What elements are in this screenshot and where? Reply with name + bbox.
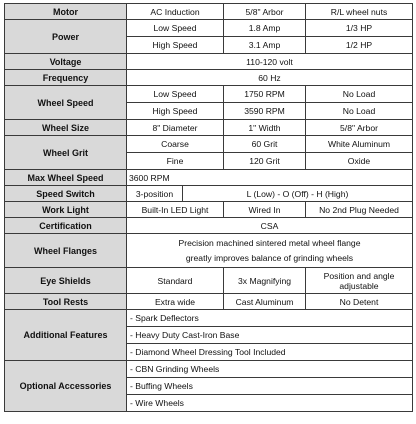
label-additional-features: Additional Features	[5, 310, 127, 361]
wheel-speed-low: Low Speed	[127, 86, 224, 103]
motor-type: AC Induction	[127, 4, 224, 20]
wheel-grit-coarse-grit: 60 Grit	[224, 136, 306, 153]
certification-value: CSA	[127, 218, 413, 234]
row-frequency	[5, 70, 413, 86]
optional-accessory-item: - Wire Wheels	[127, 395, 413, 412]
tool-rests-width: Extra wide	[127, 294, 224, 310]
spec-table	[4, 3, 413, 412]
row-speed-switch	[5, 186, 413, 202]
label-wheel-size: Wheel Size	[5, 120, 127, 136]
row-voltage	[5, 54, 413, 70]
wheel-speed-high-rpm: 3590 RPM	[224, 103, 306, 120]
row-wheel-speed-low	[5, 86, 413, 103]
label-frequency: Frequency	[5, 70, 127, 86]
power-low-hp: 1/3 HP	[306, 20, 413, 37]
power-low-speed: Low Speed	[127, 20, 224, 37]
label-wheel-grit: Wheel Grit	[5, 136, 127, 170]
motor-arbor: 5/8" Arbor	[224, 4, 306, 20]
row-additional-feature-1	[5, 310, 413, 327]
eye-shields-magnify: 3x Magnifying	[224, 268, 306, 294]
wheel-grit-fine: Fine	[127, 153, 224, 170]
optional-accessory-item: - CBN Grinding Wheels	[127, 361, 413, 378]
row-wheel-grit-coarse	[5, 136, 413, 153]
power-high-speed: High Speed	[127, 37, 224, 54]
label-speed-switch: Speed Switch	[5, 186, 127, 202]
wheel-grit-fine-material: Oxide	[306, 153, 413, 170]
row-work-light	[5, 202, 413, 218]
label-certification: Certification	[5, 218, 127, 234]
wheel-grit-coarse-material: White Aluminum	[306, 136, 413, 153]
label-power: Power	[5, 20, 127, 54]
label-eye-shields: Eye Shields	[5, 268, 127, 294]
additional-feature-item: - Diamond Wheel Dressing Tool Included	[127, 344, 413, 361]
optional-accessory-item: - Buffing Wheels	[127, 378, 413, 395]
label-work-light: Work Light	[5, 202, 127, 218]
wheel-speed-low-load: No Load	[306, 86, 413, 103]
additional-feature-item: - Spark Deflectors	[127, 310, 413, 327]
wheel-flanges-description	[127, 234, 413, 268]
power-low-amp: 1.8 Amp	[224, 20, 306, 37]
motor-nuts: R/L wheel nuts	[306, 4, 413, 20]
row-tool-rests	[5, 294, 413, 310]
label-wheel-speed: Wheel Speed	[5, 86, 127, 120]
voltage-value: 110-120 volt	[127, 54, 413, 70]
row-eye-shields	[5, 268, 413, 294]
wheel-speed-high-load: No Load	[306, 103, 413, 120]
speed-switch-detail: L (Low) - O (Off) - H (High)	[183, 186, 413, 202]
label-wheel-flanges: Wheel Flanges	[5, 234, 127, 268]
label-voltage: Voltage	[5, 54, 127, 70]
eye-shields-adjust: Position and angle adjustable	[306, 268, 413, 294]
row-optional-accessory-1	[5, 361, 413, 378]
wheel-size-arbor: 5/8" Arbor	[306, 120, 413, 136]
work-light-wiring: Wired In	[224, 202, 306, 218]
work-light-type: Built-In LED Light	[127, 202, 224, 218]
row-wheel-size	[5, 120, 413, 136]
work-light-plug: No 2nd Plug Needed	[306, 202, 413, 218]
label-max-wheel-speed: Max Wheel Speed	[5, 170, 127, 186]
max-wheel-speed-value: 3600 RPM	[127, 170, 413, 186]
wheel-grit-coarse: Coarse	[127, 136, 224, 153]
wheel-flanges-line-1: Precision machined sintered metal wheel flange	[178, 237, 361, 248]
wheel-grit-fine-grit: 120 Grit	[224, 153, 306, 170]
row-certification	[5, 218, 413, 234]
tool-rests-material: Cast Aluminum	[224, 294, 306, 310]
label-tool-rests: Tool Rests	[5, 294, 127, 310]
label-motor: Motor	[5, 4, 127, 20]
wheel-flanges-line-2: greatly improves balance of grinding wheels	[185, 252, 354, 263]
label-optional-accessories: Optional Accessories	[5, 361, 127, 412]
wheel-size-width: 1" Width	[224, 120, 306, 136]
row-wheel-flanges	[5, 234, 413, 268]
row-motor	[5, 4, 413, 20]
eye-shields-type: Standard	[127, 268, 224, 294]
speed-switch-positions: 3-position	[127, 186, 183, 202]
tool-rests-detent: No Detent	[306, 294, 413, 310]
frequency-value: 60 Hz	[127, 70, 413, 86]
wheel-speed-high: High Speed	[127, 103, 224, 120]
additional-feature-item: - Heavy Duty Cast-Iron Base	[127, 327, 413, 344]
power-high-amp: 3.1 Amp	[224, 37, 306, 54]
power-high-hp: 1/2 HP	[306, 37, 413, 54]
wheel-speed-low-rpm: 1750 RPM	[224, 86, 306, 103]
row-max-wheel-speed	[5, 170, 413, 186]
row-power-low	[5, 20, 413, 37]
wheel-size-diameter: 8" Diameter	[127, 120, 224, 136]
